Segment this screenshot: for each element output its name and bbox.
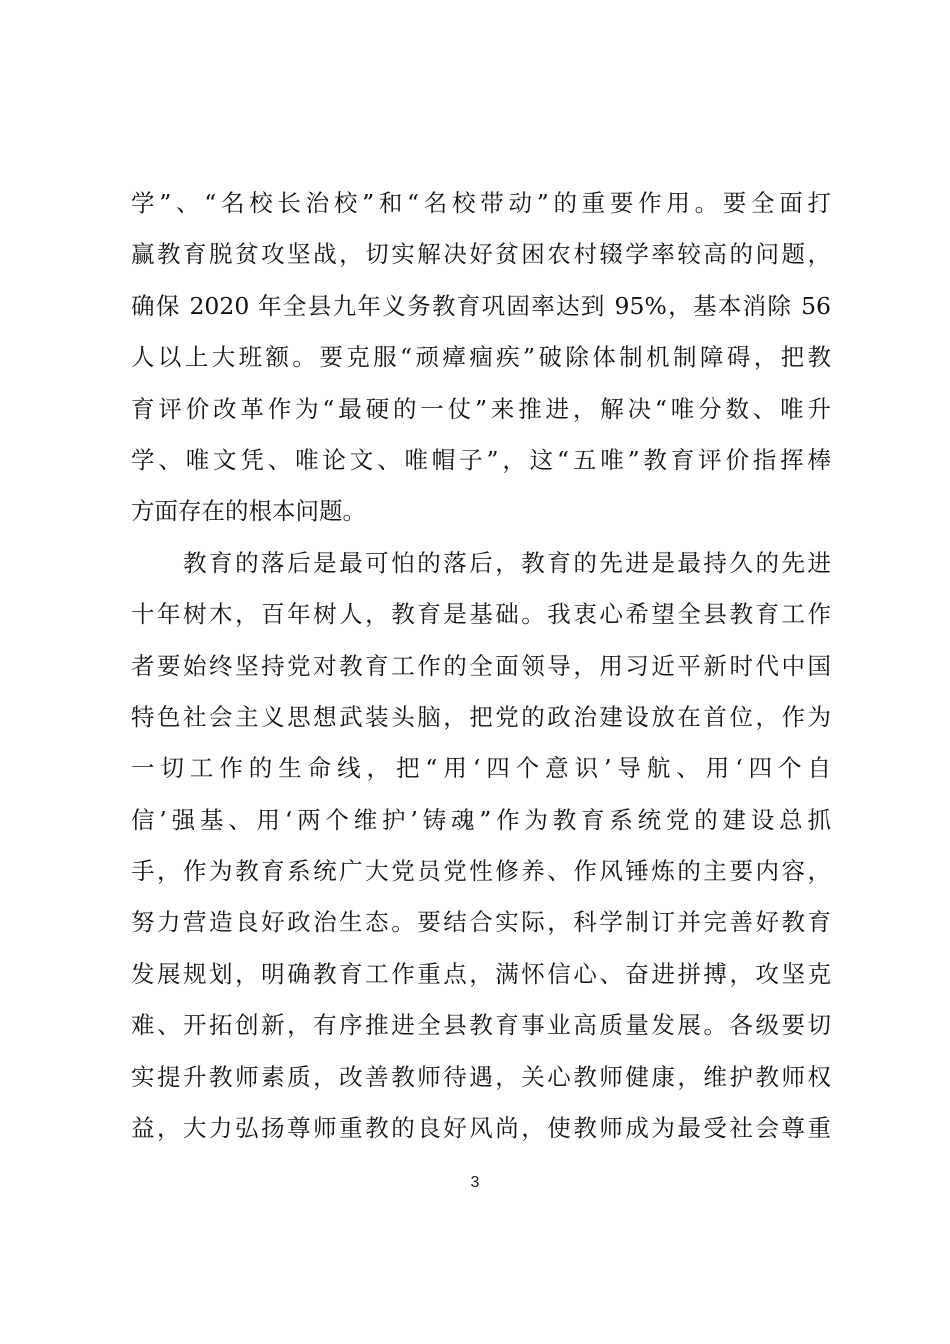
paragraph-1-line-2: 赢教育脱贫攻坚战，切实解决好贫困农村辍学率较高的问题， xyxy=(131,240,831,269)
paragraph-2-line-7: 手，作为教育系统广大党员党性修养、作风锤炼的主要内容， xyxy=(131,857,831,886)
paragraph-2-line-10: 难、开拓创新，有序推进全县教育事业高质量发展。各级要切 xyxy=(131,1011,831,1040)
paragraph-2-line-8: 努力营造良好政治生态。要结合实际，科学制订并完善好教育 xyxy=(131,908,831,937)
body-text xyxy=(131,178,831,1206)
paragraph-2-line-4: 特色社会主义思想武装头脑，把党的政治建设放在首位，作为 xyxy=(131,702,831,731)
paragraph-2-line-5: 一切工作的生命线，把“用‘四个意识’导航、用‘四个自 xyxy=(131,754,831,783)
paragraph-1-line-7: 方面存在的根本问题。 xyxy=(131,497,366,526)
paragraph-2-line-1: 教育的落后是最可怕的落后，教育的先进是最持久的先进 xyxy=(131,548,831,577)
paragraph-2-line-2: 十年树木，百年树人，教育是基础。我衷心希望全县教育工作 xyxy=(131,600,831,629)
paragraph-2-line-11: 实提升教师素质，改善教师待遇，关心教师健康，维护教师权 xyxy=(131,1062,831,1091)
paragraph-2-line-9: 发展规划，明确教育工作重点，满怀信心、奋进拼搏，攻坚克 xyxy=(131,959,831,988)
paragraph-1-line-1: 学”、“名校长治校”和“名校带动”的重要作用。要全面打 xyxy=(131,189,831,217)
paragraph-1-line-3: 确保 2020 年全县九年义务教育巩固率达到 95%，基本消除 56 xyxy=(131,291,831,320)
paragraph-2-line-6: 信’强基、用‘两个维护’铸魂”作为教育系统党的建设总抓 xyxy=(131,805,831,834)
paragraph-1-line-4: 人以上大班额。要克服“顽瘴痼疾”破除体制机制障碍，把教 xyxy=(131,343,831,372)
page-number: 3 xyxy=(470,1174,480,1191)
paragraph-1-line-5: 育评价改革作为“最硬的一仗”来推进，解决“唯分数、唯升 xyxy=(131,394,831,423)
paragraph-2-line-12: 益，大力弘扬尊师重教的良好风尚，使教师成为最受社会尊重 xyxy=(131,1114,831,1143)
paragraph-1-line-6: 学、唯文凭、唯论文、唯帽子”，这“五唯”教育评价指挥棒 xyxy=(131,445,831,474)
paragraph-2-line-3: 者要始终坚持党对教育工作的全面领导，用习近平新时代中国 xyxy=(131,651,831,680)
